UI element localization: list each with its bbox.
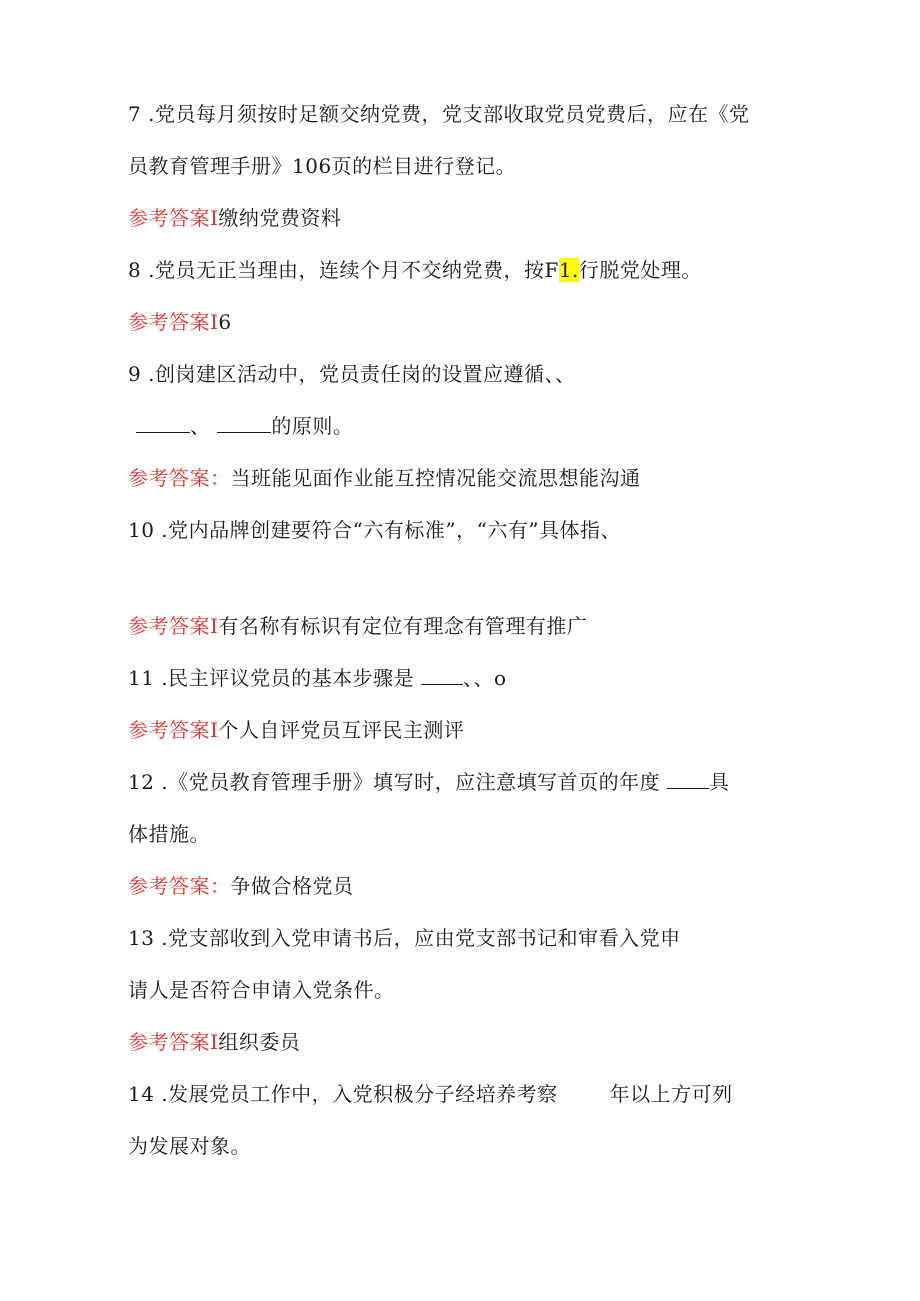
answer-10 (128, 613, 587, 639)
question-14-line-1 (128, 1081, 733, 1107)
question-14-line-2: 为发展对象。 (128, 1134, 251, 1158)
answer-value: 缴纳党费资料 (218, 206, 342, 230)
question-12-line-1 (128, 769, 730, 795)
answer-8 (128, 309, 232, 335)
answer-label: 参考答案I (128, 718, 219, 742)
question-11-text-post: 、、o (463, 666, 507, 690)
question-11-text-pre: 11 .民主评议党员的基本步骤是 (128, 666, 415, 690)
question-12-text-post: 具 (709, 770, 730, 794)
answer-value: 个人自评党员互评民主测评 (218, 718, 465, 742)
answer-label: 参考答案： (128, 874, 231, 898)
question-11-line-1 (128, 665, 507, 691)
answer-11 (128, 717, 464, 743)
question-9-line-2 (136, 413, 353, 439)
question-8-text-pre: 8 .党员无正当理由，连续个月不交纳党费，按F (128, 258, 559, 282)
fill-blank (136, 414, 190, 433)
fill-blank (421, 666, 463, 685)
answer-label: 参考答案I (128, 614, 219, 638)
fill-blank (217, 414, 271, 433)
question-13-line-1: 13 .党支部收到入党申请书后，应由党支部书记和审看入党申 (128, 926, 681, 950)
blank-separator: 、 (190, 414, 211, 438)
answer-label: 参考答案I (128, 1030, 219, 1054)
answer-value: 争做合格党员 (230, 874, 354, 898)
answer-7 (128, 205, 341, 231)
question-9-text-post: 的原则。 (271, 414, 354, 438)
question-10-line-1: 10 .党内品牌创建要符合“六有标准”，“六有”具体指、 (128, 518, 622, 542)
fill-blank (667, 770, 709, 789)
question-12-line-2: 体措施。 (128, 822, 210, 846)
answer-value: 当班能见面作业能互控情况能交流思想能沟通 (230, 466, 641, 490)
answer-label: 参考答案I (128, 310, 219, 334)
question-7-line-2: 员教育管理手册》106页的栏目进行登记。 (128, 154, 517, 178)
question-12-text-pre: 12 .《党员教育管理手册》填写时，应注意填写首页的年度 (128, 770, 661, 794)
answer-value: 6 (218, 310, 232, 334)
answer-9 (128, 465, 641, 491)
question-14-text-pre: 14 .发展党员工作中，入党积极分子经培养考察 (128, 1082, 558, 1106)
answer-label: 参考答案： (128, 466, 231, 490)
question-13-line-2: 请人是否符合申请入党条件。 (128, 978, 395, 1002)
question-9-line-1: 9 .创岗建区活动中，党员责任岗的设置应遵循、、 (128, 362, 576, 386)
highlighted-text: 1. (558, 258, 579, 282)
question-8-text-post: 行脱党处理。 (578, 258, 702, 282)
answer-13 (128, 1029, 300, 1055)
question-14-text-post: 年以上方可列 (609, 1082, 733, 1106)
answer-value: 组织委员 (218, 1030, 301, 1054)
question-7-line-1: 7 .党员每月须按时足额交纳党费，党支部收取党员党费后，应在《党 (128, 102, 750, 126)
answer-12 (128, 873, 354, 899)
question-8-line-1 (128, 257, 702, 283)
answer-value: 有名称有标识有定位有理念有管理有推广 (218, 614, 588, 638)
answer-label: 参考答案I (128, 206, 219, 230)
